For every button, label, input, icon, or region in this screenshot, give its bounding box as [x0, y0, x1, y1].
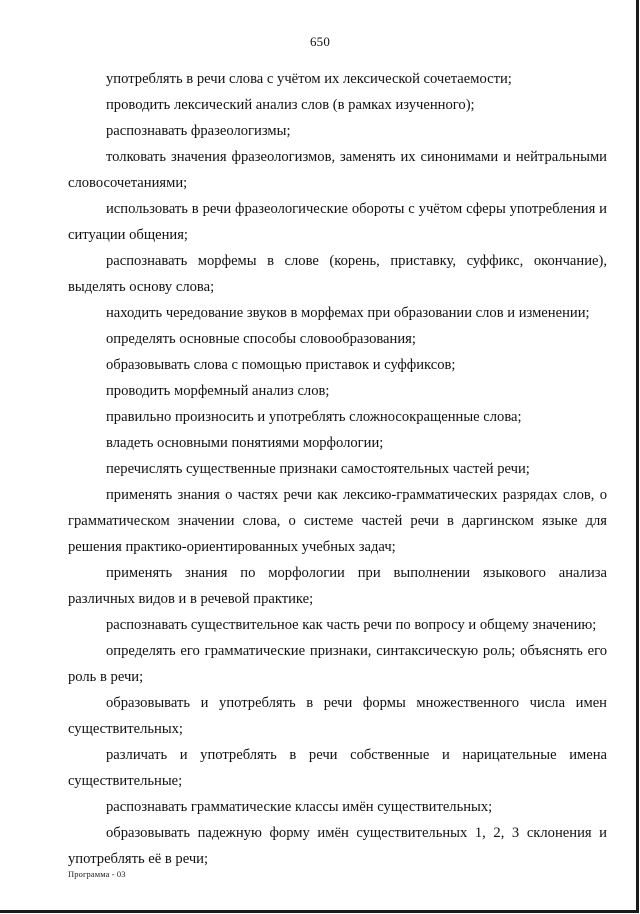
paragraph: образовывать падежную форму имён существительных 1, 2, 3 склонения и употреблять её в речи; [68, 825, 607, 867]
paragraph: определять основные способы словообразования; [106, 331, 416, 347]
paragraph: распознавать морфемы в слове (корень, приставку, суффикс, окончание), выделять основу слова; [68, 253, 607, 295]
footer-label: Программа - 03 [68, 869, 126, 879]
paragraph: правильно произносить и употреблять сложносокращенные слова; [106, 409, 522, 425]
paragraph: распознавать фразеологизмы; [106, 123, 291, 139]
paragraph: образовывать слова с помощью приставок и суффиксов; [106, 357, 456, 373]
paragraph: проводить лексический анализ слов (в рамках изученного); [106, 97, 475, 113]
paragraph: толковать значения фразеологизмов, заменять их синонимами и нейтральными словосочетаниями; [68, 149, 607, 191]
paragraph: находить чередование звуков в морфемах при образовании слов и изменении; [106, 305, 590, 321]
paragraph: применять знания о частях речи как лексико-грамматических разрядах слов, о грамматическом значении слова, о системе частей речи в даргинском языке для решения практико-ориентированных учебных задач; [68, 487, 607, 555]
paragraph: употреблять в речи слова с учётом их лексической сочетаемости; [106, 71, 512, 87]
paragraph: различать и употреблять в речи собственные и нарицательные имена существительные; [68, 747, 607, 789]
paragraph: распознавать грамматические классы имён существительных; [106, 799, 493, 815]
paragraph: проводить морфемный анализ слов; [106, 383, 330, 399]
paragraph: образовывать и употреблять в речи формы множественного числа имен существительных; [68, 695, 607, 737]
paragraph: использовать в речи фразеологические обороты с учётом сферы употребления и ситуации общения; [68, 201, 607, 243]
page-number: 650 [309, 34, 331, 49]
document-body [68, 66, 607, 872]
paragraph: перечислять существенные признаки самостоятельных частей речи; [106, 461, 530, 477]
paragraph: распознавать существительное как часть речи по вопросу и общему значению; [106, 617, 597, 633]
paragraph: применять знания по морфологии при выполнении языкового анализа различных видов и в речевой практике; [68, 565, 607, 607]
paragraph: владеть основными понятиями морфологии; [106, 435, 384, 451]
paragraph: определять его грамматические признаки, синтаксическую роль; объяснять его роль в речи; [68, 643, 607, 685]
